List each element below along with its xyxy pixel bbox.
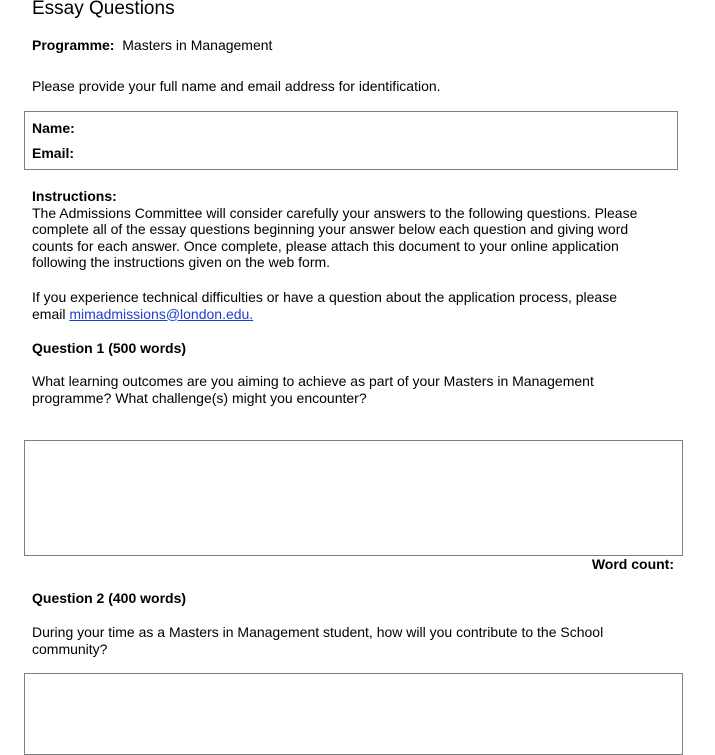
- question-1-heading: Question 1 (500 words): [32, 340, 187, 356]
- question-1-text: [32, 373, 594, 406]
- email-field-label[interactable]: Email:: [32, 145, 75, 161]
- question-1-answer-box[interactable]: [24, 440, 683, 556]
- question-2-heading: Question 2 (400 words): [32, 590, 187, 606]
- instructions-heading: Instructions:: [32, 188, 117, 204]
- contact-paragraph: [32, 289, 617, 322]
- page-title: Essay Questions: [32, 0, 175, 19]
- contact-line: If you experience technical difficulties or have a question about the application process, please: [32, 289, 617, 305]
- programme-label: Programme:: [32, 37, 115, 53]
- admissions-email-link[interactable]: mimadmissions@london.edu.: [69, 305, 254, 322]
- contact-line-2: [32, 306, 617, 323]
- identification-box: [24, 111, 678, 170]
- instructions-line: counts for each answer. Once complete, please attach this document to your online application: [32, 237, 619, 254]
- question-line: What learning outcomes are you aiming to achieve as part of your Masters in Management: [32, 373, 594, 389]
- question-2-answer-box[interactable]: [24, 673, 683, 755]
- programme-line: [32, 37, 272, 53]
- question-line: During your time as a Masters in Management student, how will you contribute to the School: [32, 624, 604, 640]
- instructions-line: following the instructions given on the web form.: [32, 254, 331, 271]
- word-count-label: Word count:: [591, 556, 674, 572]
- question-line: community?: [32, 640, 108, 657]
- instructions-line: complete all of the essay questions beginning your answer below each question and giving word: [32, 221, 629, 238]
- contact-prefix: email: [32, 305, 70, 322]
- instructions-line: The Admissions Committee will consider carefully your answers to the following questions. Please: [32, 204, 638, 221]
- question-2-text: [32, 624, 603, 657]
- identification-prompt: Please provide your full name and email address for identification.: [32, 78, 441, 94]
- name-field-label[interactable]: Name:: [32, 120, 75, 136]
- programme-value: Masters in Management: [122, 37, 273, 53]
- instructions-block: [32, 188, 637, 271]
- question-line: programme? What challenge(s) might you encounter?: [32, 389, 367, 406]
